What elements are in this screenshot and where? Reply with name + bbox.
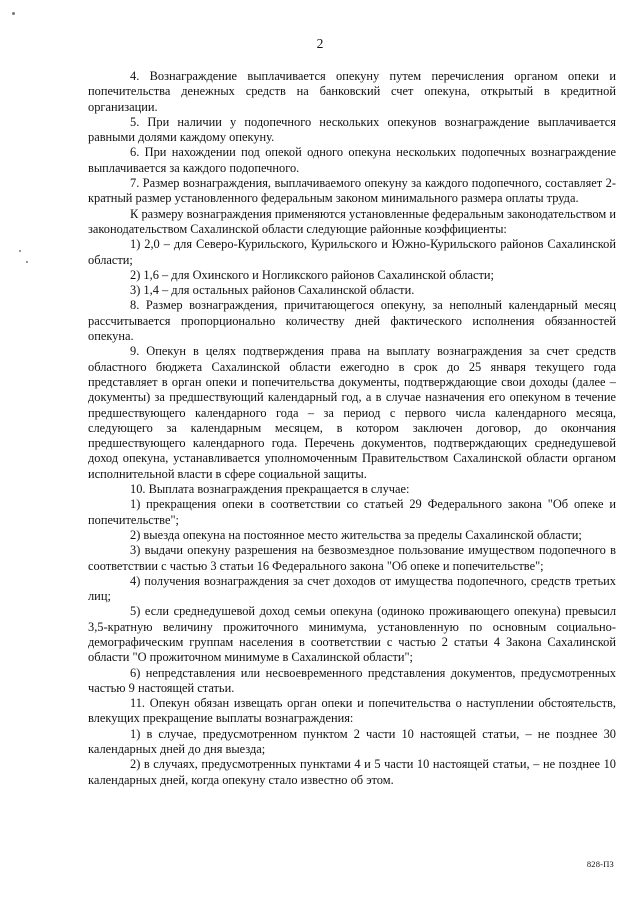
paragraph: 1) в случае, предусмотренном пунктом 2 части 10 настоящей статьи, – не позднее 30 календарных дней до дня выезда; (88, 726, 616, 757)
paragraph: 2) выезда опекуна на постоянное место жительства за пределы Сахалинской области; (130, 527, 582, 542)
paragraph: 1) прекращения опеки в соответствии со статьей 29 Федерального закона "Об опеке и попечительстве"; (88, 497, 616, 527)
paragraph: 5. При наличии у подопечного нескольких опекунов вознаграждение выплачивается равными долями каждому опекуну. (88, 114, 616, 145)
paragraph: 4. Вознаграждение выплачивается опекуну путем перечисления органом опеки и попечительства денежных средств на банковский счет опекуна, открытый в кредитной организации. (88, 69, 616, 114)
paragraph: 5) если среднедушевой доход семьи опекуна (одиноко проживающего опекуна) превысил 3,5-кратную величину прожиточного минимума, установленную по основным социально-демографическим группам населения в соответствии с частью 2 статьи 4 Закона Сахалинской области "О прожиточном минимуме в Сахалинской области"; (88, 604, 616, 665)
paragraph: 11. Опекун обязан извещать орган опеки и попечительства о наступлении обстоятельств, влекущих прекращение выплаты вознаграждения: (88, 696, 616, 726)
paragraph: 2) 1,6 – для Охинского и Ногликского районов Сахалинской области; (130, 267, 494, 282)
paragraph: 6. При нахождении под опекой одного опекуна нескольких подопечных вознаграждение выплачивается за каждого подопечного. (88, 145, 616, 175)
document-body (88, 69, 616, 788)
paragraph: 10. Выплата вознаграждения прекращается в случае: (130, 482, 410, 497)
paragraph: 9. Опекун в целях подтверждения права на выплату вознаграждения за счет средств областного бюджета Сахалинской области ежегодно в срок до 25 января текущего года представляет в орган опеки и попечительства документы, подтверждающие свои доходы (далее – документы) за предшествующий календарный год, а в случае назначения его опекуном в течение предшествующего календарного года – за период с первого числа календарного месяца, следующего за календарным месяцем, в котором заключен договор, до окончания предшествующего календарного года. Перечень документов, подтверждающих среднедушевой доход опекуна, устанавливается уполномоченным Правительством Сахалинской области органом исполнительной власти в сфере социальной защиты. (88, 344, 616, 481)
paragraph: 6) непредставления или несвоевременного представления документов, предусмотренных частью 9 настоящей статьи. (88, 665, 616, 695)
paragraph: 1) 2,0 – для Северо-Курильского, Курильского и Южно-Курильского районов Сахалинской области; (88, 237, 616, 267)
paragraph: 3) 1,4 – для остальных районов Сахалинской области. (130, 283, 415, 298)
scan-speck (12, 12, 15, 15)
document-code: 828-ПЗ (586, 859, 614, 869)
paragraph: 3) выдачи опекуну разрешения на безвозмездное пользование имуществом подопечного в соответствии с частью 3 статьи 16 Федерального закона "Об опеке и попечительстве"; (88, 543, 616, 573)
paragraph: К размеру вознаграждения применяются установленные федеральным законодательством и законодательством Сахалинской области следующие районные коэффициенты: (88, 206, 616, 236)
paragraph: 4) получения вознаграждения за счет доходов от имущества подопечного, средств третьих лиц; (88, 573, 616, 604)
page-number: 2 (316, 36, 324, 51)
paragraph: 2) в случаях, предусмотренных пунктами 4 и 5 части 10 настоящей статьи, – не позднее 10 календарных дней, когда опекуну стало известно об этом. (88, 757, 616, 787)
scan-speck (19, 250, 21, 252)
scan-speck (26, 261, 28, 263)
paragraph: 7. Размер вознаграждения, выплачиваемого опекуну за каждого подопечного, составляет 2-кратный размер установленного федеральным законом минимального размера оплаты труда. (88, 176, 616, 206)
paragraph: 8. Размер вознаграждения, причитающегося опекуну, за неполный календарный месяц рассчитывается пропорционально количеству дней фактического исполнения обязанностей опекуна. (88, 298, 616, 344)
